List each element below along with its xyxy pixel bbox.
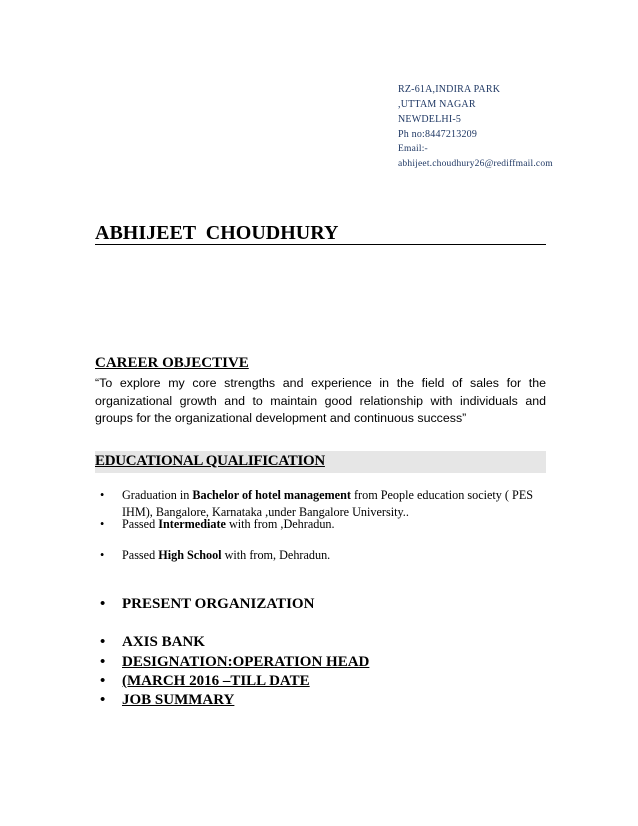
address-line-1: RZ-61A,INDIRA PARK [398,84,501,95]
education-item-text: Passed [122,517,159,531]
career-objective-text: “To explore my core strengths and experience in the field of sales for the organizational growth and to maintain good relationship with individuals and groups for the organizational development and continuous success” [95,376,546,425]
address-block [398,82,553,172]
address-line-2: ,UTTAM NAGAR [398,99,476,110]
bullet-icon: • [100,517,105,531]
present-organization-label: PRESENT ORGANIZATION [122,596,315,612]
bullet-icon: • [100,548,105,562]
bullet-icon: • [100,692,106,708]
email-address: abhijeet.choudhury26@rediffmail.com [398,159,553,169]
bullet-icon: • [100,654,106,670]
education-item-degree: Intermediate [158,517,226,531]
address-line-3: NEWDELHI-5 [398,114,462,125]
period-label: (MARCH 2016 –TILL DATE [122,673,310,689]
education-heading: EDUCATIONAL QUALIFICATION [95,453,325,469]
bullet-icon: • [100,488,105,502]
career-objective-heading: CAREER OBJECTIVE [95,355,249,371]
education-item-text: Passed [122,548,159,562]
bullet-icon: • [100,673,106,689]
education-item-degree: High School [158,548,222,562]
email-label: Email:- [398,144,428,154]
education-item-text: with from, Dehradun. [221,548,331,562]
education-item-text: Graduation in [122,488,193,502]
company-name-label: AXIS BANK [122,634,205,650]
education-item-text: with from ,Dehradun. [225,517,335,531]
bullet-icon: • [100,634,106,650]
designation-label: DESIGNATION:OPERATION HEAD [122,654,370,670]
name-heading [95,222,546,245]
candidate-name: ABHIJEET CHOUDHURY [95,222,339,244]
bullet-icon: • [100,596,106,612]
phone-number: Ph no:8447213209 [398,129,478,140]
education-item-degree: Bachelor of hotel management [192,488,351,502]
job-summary-label: JOB SUMMARY [122,692,235,708]
education-item-text: from People education society ( PES IHM), Bangalore, Karnataka ,under Bangalore University.. [122,488,534,519]
